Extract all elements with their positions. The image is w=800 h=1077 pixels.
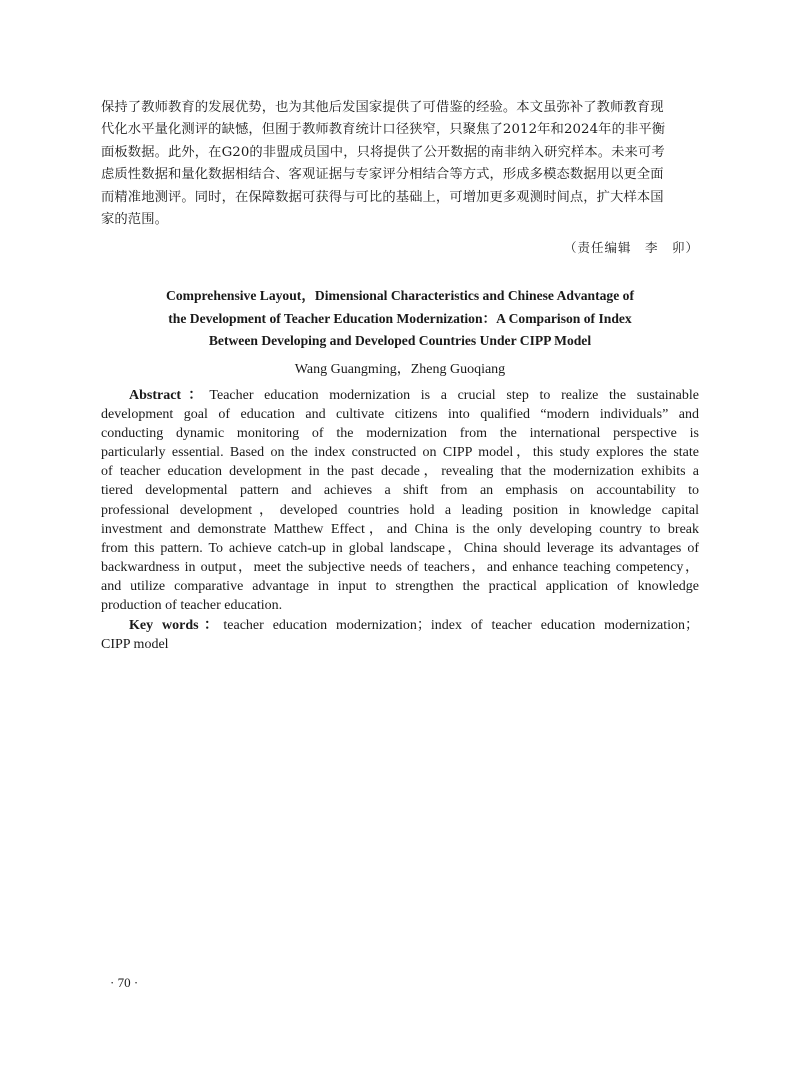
abstract-line: development goal of education and cultivate citizens into qualified “modern individuals” and [101, 407, 699, 423]
keywords-line [101, 616, 699, 635]
authors: Wang Guangming，Zheng Guoqiang [294, 362, 506, 377]
abstract-text: Teacher education modernization is a crucial step to realize the sustainable [209, 388, 699, 403]
abstract-line: from this pattern. To achieve catch-up in global landscape，China should leverage its advantages of [101, 540, 699, 556]
abstract-line [101, 386, 699, 405]
abstract-line: production of teacher education. [101, 598, 283, 614]
abstract-line: particularly essential. Based on the index constructed on CIPP model，this study explores the state [101, 445, 699, 461]
abstract-line: investment and demonstrate Matthew Effect，and China is the only developing country to break [101, 521, 699, 537]
abstract-line: backwardness in output，meet the subjective needs of teachers，and enhance teaching competency， [101, 559, 699, 575]
abstract-label: Abstract： [129, 388, 210, 403]
english-title-line: Comprehensive Layout，Dimensional Characteristics and Chinese Advantage of [166, 288, 634, 303]
keywords-text: teacher education modernization；index of teacher education modernization； [223, 618, 699, 633]
abstract-line: conducting dynamic monitoring of the modernization from the international perspective is [101, 426, 699, 442]
cn-line: 面板数据。此外，在G20的非盟成员国中，只将提供了公开数据的南非纳入研究样本。未来可考 [101, 144, 665, 160]
abstract-line: tiered developmental pattern and achieves a shift from an emphasis on accountability to [101, 483, 699, 499]
cn-line: 代化水平量化测评的缺憾，但囿于教师教育统计口径狭窄，只聚焦了2012年和2024年的非平衡 [101, 122, 666, 138]
cn-line: 而精准地测评。同时，在保障数据可获得与可比的基础上，可增加更多观测时间点，扩大样本国 [101, 189, 664, 205]
keywords-label: Key words： [129, 618, 224, 633]
english-title-line: the Development of Teacher Education Modernization：A Comparison of Index [168, 310, 632, 326]
editor-note: （责任编辑 李 卯） [563, 240, 699, 255]
keywords-paragraph [101, 616, 699, 654]
cn-line: 保持了教师教育的发展优势，也为其他后发国家提供了可借鉴的经验。本文虽弥补了教师教育现 [101, 100, 664, 115]
abstract-line: professional development，developed countries hold a leading position in knowledge capital [101, 502, 699, 518]
english-title [100, 285, 700, 353]
cn-line: 家的范围。 [101, 212, 168, 228]
chinese-conclusion-paragraph [101, 97, 699, 231]
abstract-line: and utilize comparative advantage in input to strengthen the practical application of knowledge [101, 578, 699, 594]
english-title-line: Between Developing and Developed Countries Under CIPP Model [208, 333, 592, 348]
abstract-paragraph [101, 386, 699, 615]
cn-line: 虑质性数据和量化数据相结合、客观证据与专家评分相结合等方式，形成多模态数据用以更全面 [101, 167, 664, 183]
keywords-line: CIPP model [101, 637, 169, 653]
page-number: · 70 · [110, 975, 139, 990]
abstract-line: of teacher education development in the past decade，revealing that the modernization exhibits a [101, 464, 699, 480]
